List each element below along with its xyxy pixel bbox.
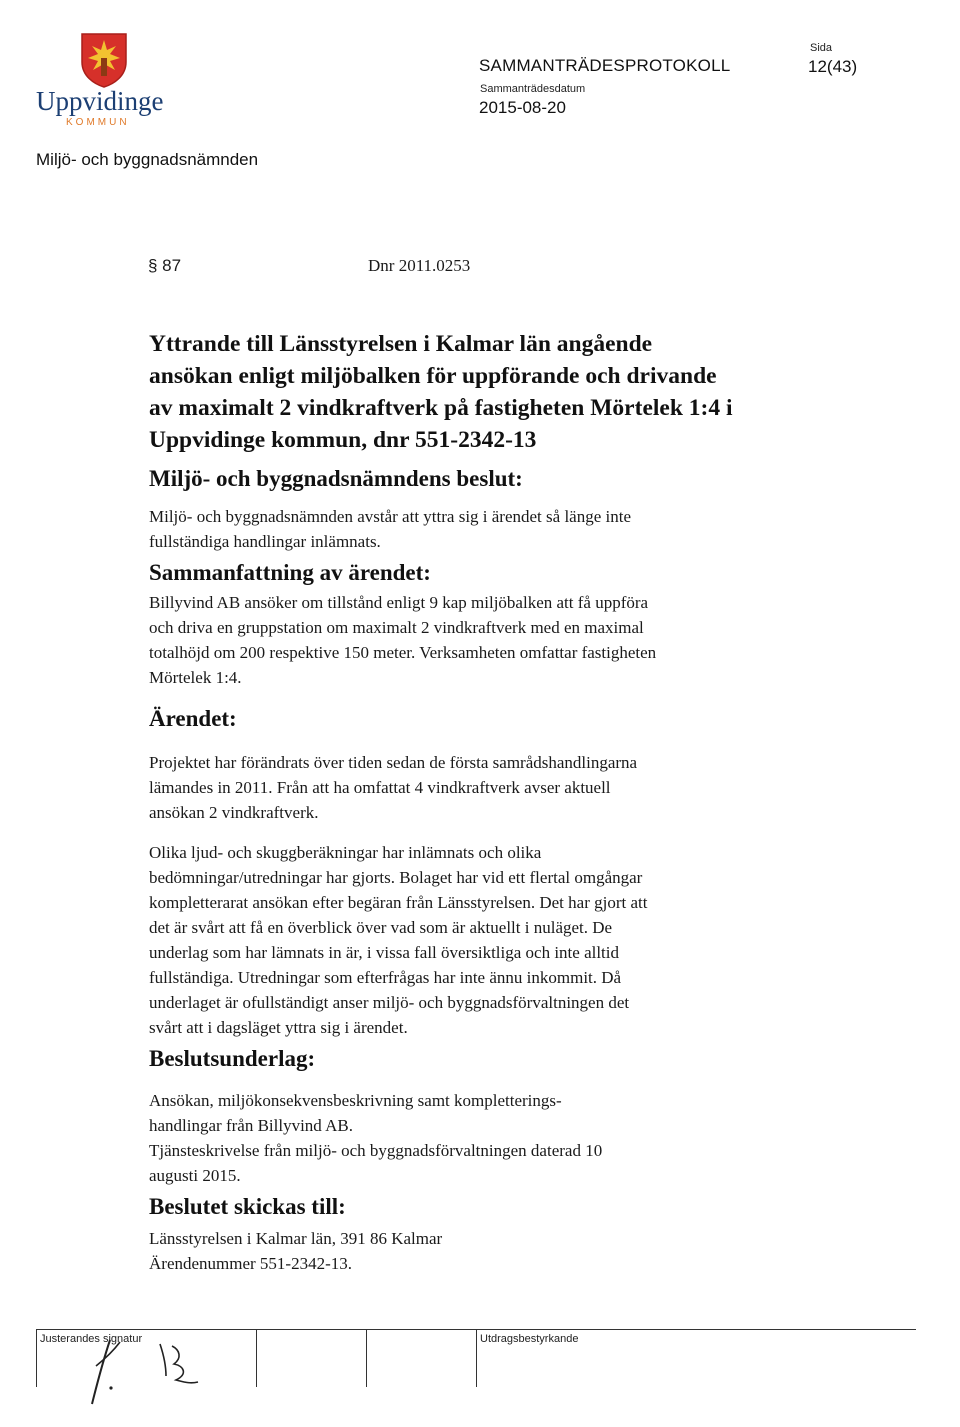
signature-label: Justerandes signatur	[40, 1333, 143, 1345]
page-number: 12(43)	[808, 57, 858, 76]
decision-heading: Miljö- och byggnadsnämndens beslut:	[149, 466, 523, 491]
footer-divider	[256, 1329, 257, 1387]
text-line: Mörtelek 1:4.	[149, 668, 242, 687]
text-line: Ärendenummer 551-2342-13.	[149, 1254, 353, 1273]
footer-divider	[36, 1329, 37, 1387]
text-line: Länsstyrelsen i Kalmar län, 391 86 Kalmar	[149, 1229, 443, 1248]
text-line: och driva en gruppstation om maximalt 2 vindkraftverk med en maximal	[149, 618, 644, 637]
text-line: augusti 2015.	[149, 1166, 241, 1185]
text-line: ansökan 2 vindkraftverk.	[149, 803, 319, 822]
text-line: underlaget är ofullständigt anser miljö- och byggnadsförvaltningen det	[149, 993, 630, 1012]
extract-certification-label: Utdragsbestyrkande	[480, 1333, 579, 1345]
meeting-date-label: Sammanträdesdatum	[480, 83, 586, 95]
text-line: bedömningar/utredningar har gjorts. Bolaget har vid ett flertal omgångar	[149, 868, 643, 887]
paragraph-number: § 87	[148, 256, 182, 275]
recipients-text	[149, 1226, 809, 1276]
case-title-line: ansökan enligt miljöbalken för uppförande och drivande	[149, 363, 717, 389]
text-line: fullständiga handlingar inlämnats.	[149, 532, 381, 551]
text-line: Miljö- och byggnadsnämnden avstår att yttra sig i ärendet så länge inte	[149, 507, 632, 526]
text-line: underlag som har lämnats in är, i vissa fall översiktliga och inte alltid	[149, 943, 620, 962]
text-line: fullständiga. Utredningar som efterfrågas har inte ännu inkommit. Då	[149, 968, 622, 987]
document-body	[149, 328, 809, 1276]
handwritten-signatures	[80, 1336, 250, 1408]
text-line: svårt att i dagsläget yttra sig i ärendet.	[149, 1018, 408, 1037]
text-line: handlingar från Billyvind AB.	[149, 1116, 353, 1135]
case-registration-number: Dnr 2011.0253	[368, 256, 471, 275]
text-line: Projektet har förändrats över tiden sedan de första samrådshandlingarna	[149, 753, 638, 772]
case-title	[149, 328, 809, 456]
decision-text	[149, 504, 809, 554]
text-line: det är svårt att få en överblick över vad som är aktuellt i nuläget. De	[149, 918, 613, 937]
case-heading: Ärendet:	[149, 706, 237, 731]
basis-heading: Beslutsunderlag:	[149, 1046, 316, 1071]
municipal-shield-logo	[80, 32, 128, 88]
organization-subtitle: KOMMUN	[66, 117, 130, 128]
organization-name: Uppvidinge	[36, 86, 164, 116]
meeting-date-value: 2015-08-20	[479, 98, 566, 117]
department-name: Miljö- och byggnadsnämnden	[36, 150, 259, 169]
footer-divider	[476, 1329, 477, 1387]
text-line: Billyvind AB ansöker om tillstånd enligt 9 kap miljöbalken att få uppföra	[149, 593, 649, 612]
case-title-line: Yttrande till Länsstyrelsen i Kalmar län angående	[149, 331, 653, 357]
basis-text	[149, 1088, 809, 1188]
text-line: lämandes in 2011. Från att ha omfattat 4 vindkraftverk avser aktuell	[149, 778, 611, 797]
recipients-heading: Beslutet skickas till:	[149, 1194, 346, 1219]
case-title-line: av maximalt 2 vindkraftverk på fastigheten Mörtelek 1:4 i	[149, 395, 733, 421]
case-paragraph-1	[149, 750, 809, 825]
summary-heading: Sammanfattning av ärendet:	[149, 560, 431, 585]
footer-divider	[366, 1329, 367, 1387]
text-line: Olika ljud- och skuggberäkningar har inlämnats och olika	[149, 843, 542, 862]
case-title-line: Uppvidinge kommun, dnr 551-2342-13	[149, 427, 537, 453]
summary-text	[149, 590, 809, 690]
text-line: totalhöjd om 200 respektive 150 meter. Verksamheten omfattar fastigheten	[149, 643, 657, 662]
text-line: Tjänsteskrivelse från miljö- och byggnadsförvaltningen daterad 10	[149, 1141, 603, 1160]
text-line: Ansökan, miljökonsekvensbeskrivning samt kompletterings-	[149, 1091, 562, 1110]
case-paragraph-2	[149, 840, 809, 1040]
document-title: SAMMANTRÄDESPROTOKOLL	[479, 56, 731, 75]
text-line: kompletterarat ansökan efter begäran från Länsstyrelsen. Det har gjort att	[149, 893, 648, 912]
page-label: Sida	[810, 42, 833, 54]
